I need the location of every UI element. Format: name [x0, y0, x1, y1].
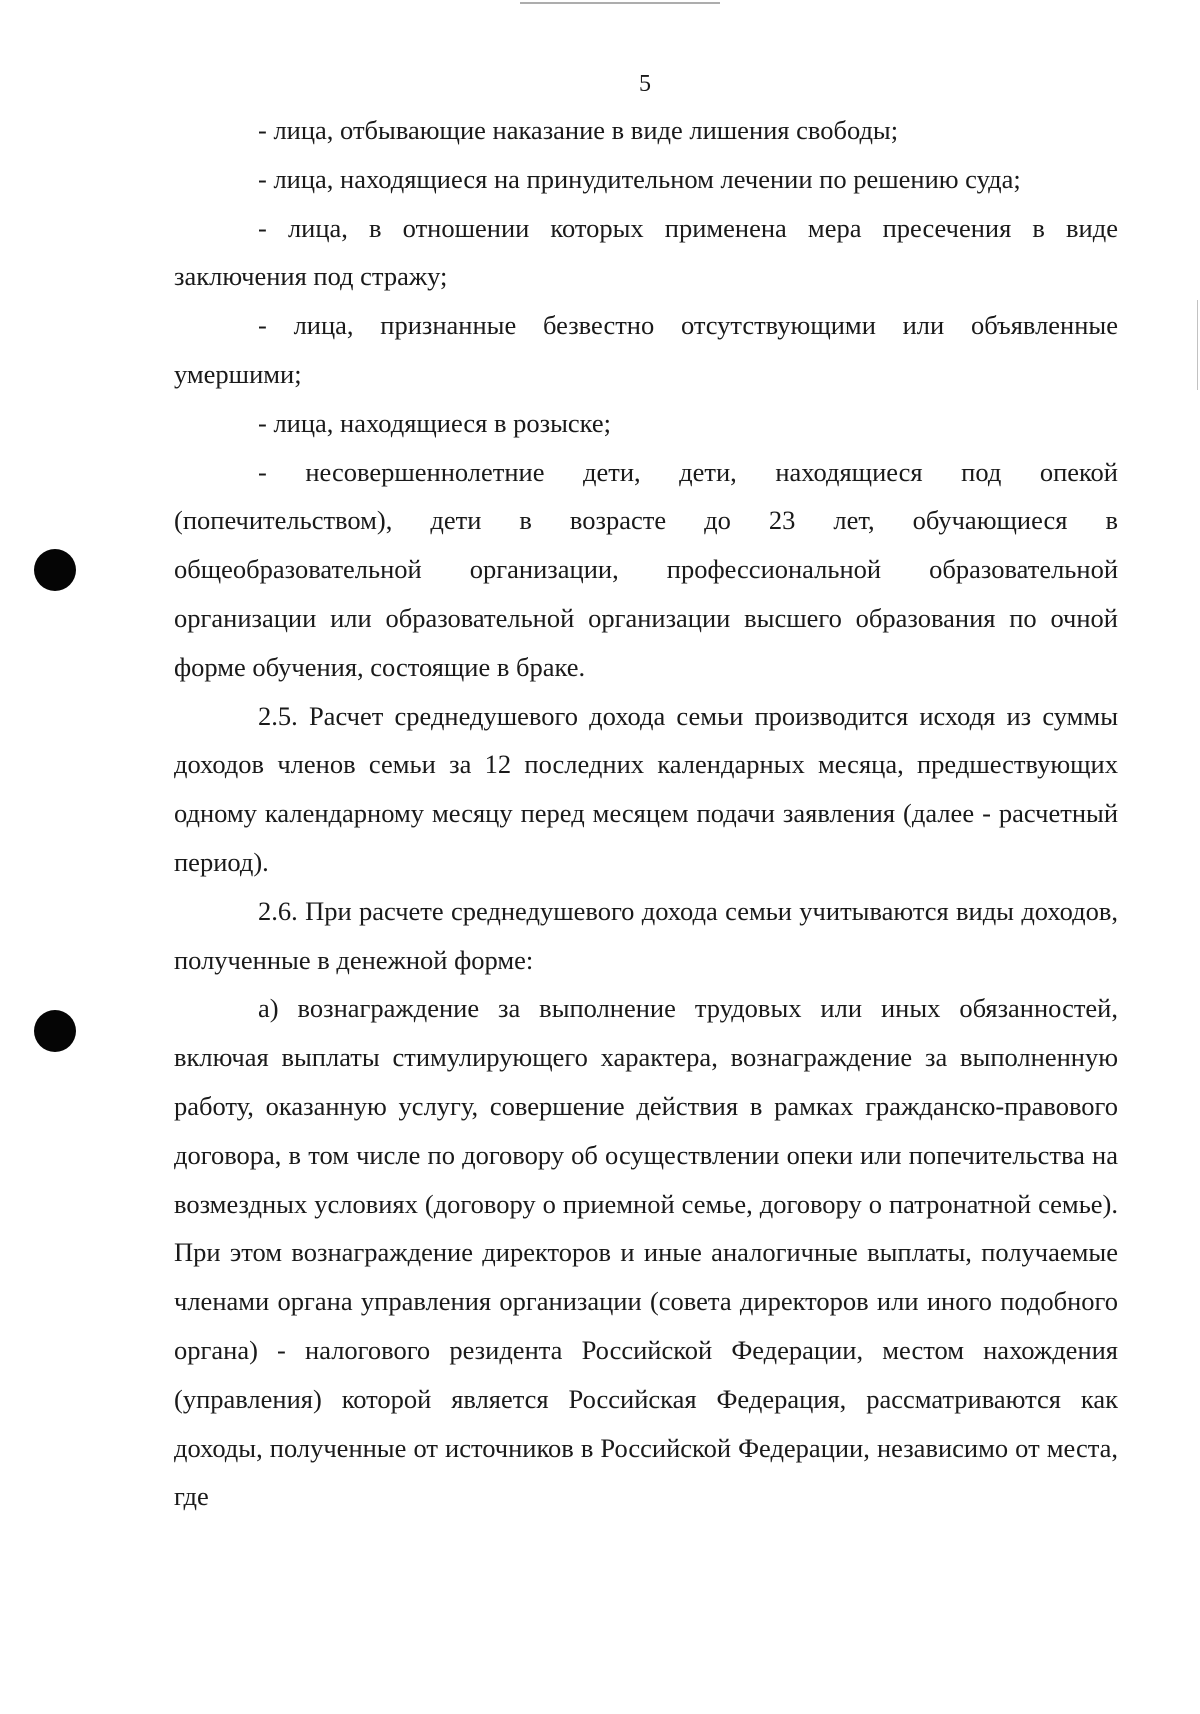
- list-item-wanted: - лица, находящиеся в розыске;: [258, 407, 611, 438]
- list-item-detention: - лица, в отношении которых применена мера пресечения в виде заключения под стражу;: [174, 212, 1118, 292]
- list-item-missing-or-deceased: - лица, признанные безвестно отсутствующими или объявленные умершими;: [174, 310, 1118, 389]
- list-item-compulsory-treatment: - лица, находящиеся на принудительном лечении по решению суда;: [258, 163, 1021, 194]
- section-2-5-paragraph: 2.5. Расчет среднедушевого дохода семьи производится исходя из суммы доходов членов семьи за 12 последних календарных месяца, предшествующих одному календарному месяцу перед месяцем подачи заявления (далее - расчетный период).: [174, 700, 1118, 877]
- punch-hole-upper: [34, 549, 76, 591]
- document-body: [174, 106, 1118, 1521]
- list-item-imprisonment: - лица, отбывающие наказание в виде лишения свободы;: [258, 115, 899, 145]
- section-2-6-paragraph: 2.6. При расчете среднедушевого дохода семьи учитываются виды доходов, полученные в денежной форме:: [174, 895, 1118, 975]
- list-item-minors-married: - несовершеннолетние дети, дети, находящиеся под опекой (попечительством), дети в возрасте до 23 лет, обучающиеся в общеобразовательной организации, профессиональной образовательной организации или образовательной организации высшего образования по очной форме обучения, состоящие в браке.: [174, 456, 1118, 682]
- scan-artifact-edge: [1197, 300, 1198, 390]
- section-2-6-item-a: а) вознаграждение за выполнение трудовых или иных обязанностей, включая выплаты стимулирующего характера, вознаграждение за выполненную работу, оказанную услугу, совершение действия в рамках гражданско-правового договора, в том числе по договору об осуществлении опеки или попечительства на возмездных условиях (договору о приемной семье, договору о патронатной семье). При этом вознаграждение директоров и иные аналогичные выплаты, получаемые членами органа управления организации (совета директоров или иного подобного органа) - налогового резидента Российской Федерации, местом нахождения (управления) которой является Российская Федерация, рассматриваются как доходы, полученные от источников в Российской Федерации, независимо от места, где: [174, 993, 1118, 1512]
- scan-artifact-top-line: [520, 2, 720, 4]
- page-number: 5: [639, 71, 651, 97]
- punch-hole-lower: [34, 1010, 76, 1052]
